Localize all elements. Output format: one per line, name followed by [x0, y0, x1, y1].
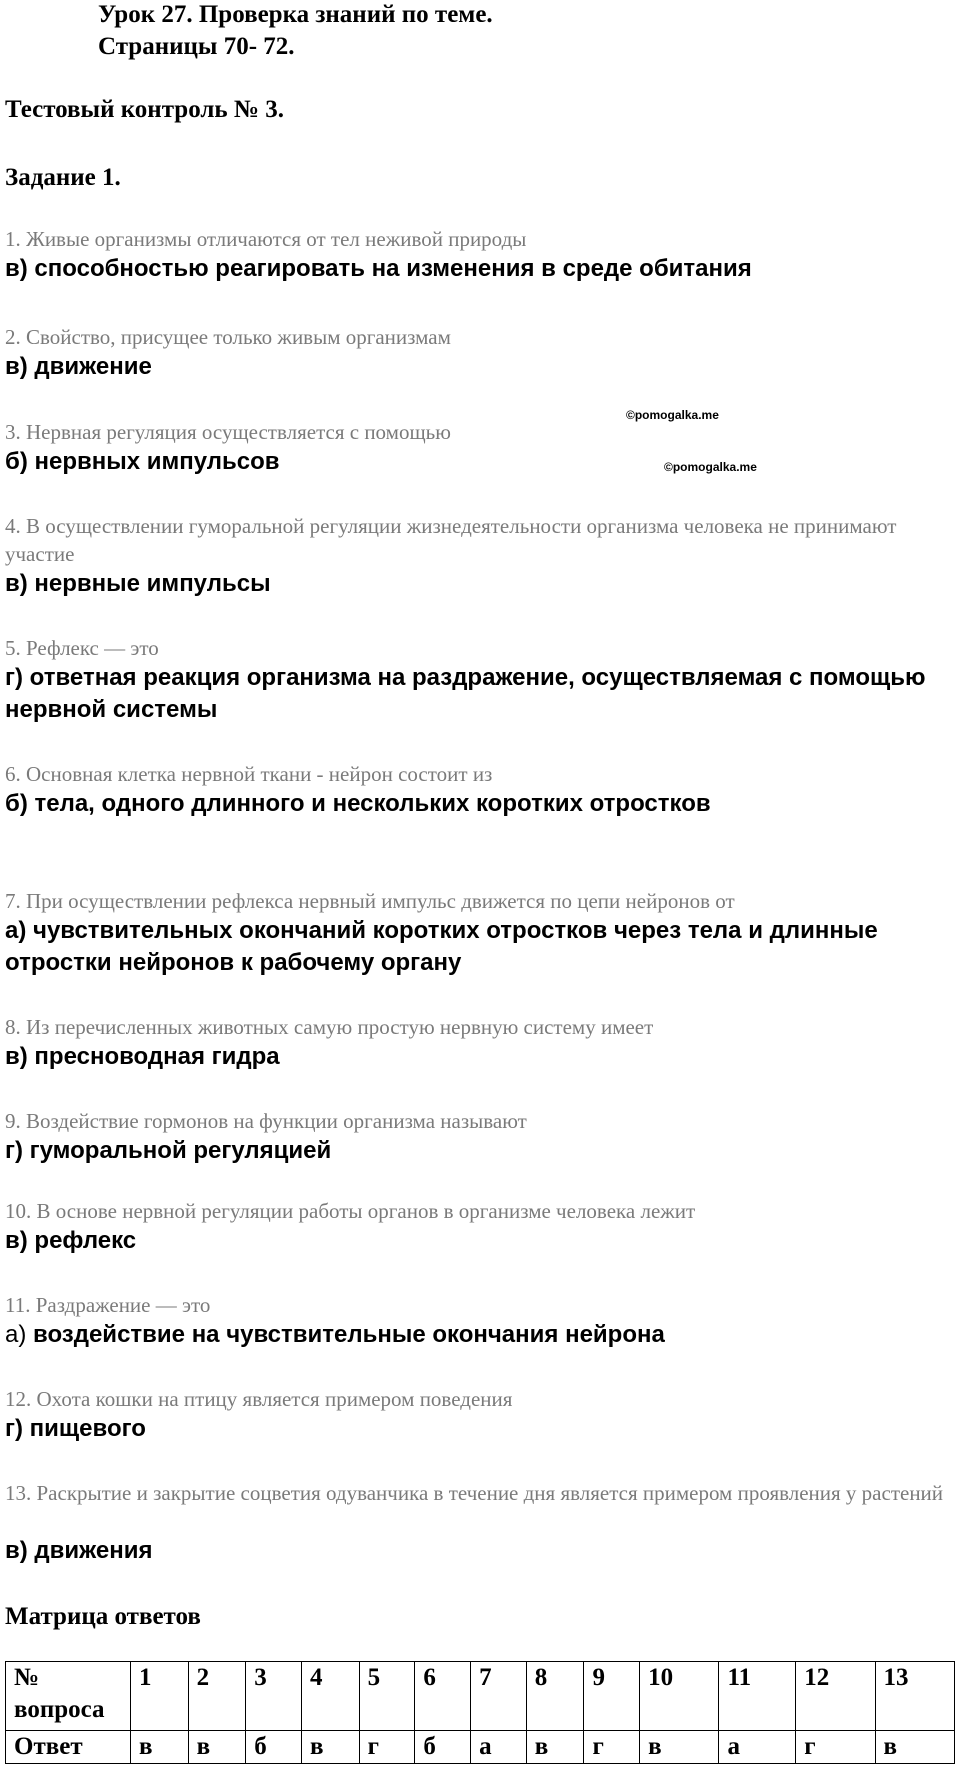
- answer-5: г) ответная реакция организма на раздражение, осуществляемая с помощью нервной системы: [5, 664, 926, 723]
- answer-2: в) движение: [5, 353, 152, 380]
- lesson-pages: Страницы 70- 72.: [98, 33, 295, 60]
- answer-6: б) тела, одного длинного и нескольких коротких отростков: [5, 790, 711, 817]
- question-11: 11. Раздражение — это: [5, 1293, 211, 1317]
- matrix-answer-cell: г: [796, 1731, 875, 1764]
- matrix-title: Матрица ответов: [5, 1603, 201, 1630]
- answer-matrix: [5, 1661, 955, 1764]
- answer-7: а) чувствительных окончаний коротких отростков через тела и длинные отростки нейронов к рабочему органу: [5, 917, 878, 976]
- question-13: 13. Раскрытие и закрытие соцветия одуванчика в течение дня является примером проявления у растений: [5, 1481, 944, 1505]
- matrix-number-cell: 1: [131, 1662, 189, 1731]
- matrix-number-cell: 10: [640, 1662, 719, 1731]
- matrix-answer-cell: в: [875, 1731, 954, 1764]
- answer-11: [5, 1319, 955, 1351]
- answer-1: в) способностью реагировать на изменения в среде обитания: [5, 255, 752, 282]
- matrix-answer-cell: г: [584, 1731, 640, 1764]
- answer-8: в) пресноводная гидра: [5, 1043, 280, 1070]
- question-5: 5. Рефлекс — это: [5, 636, 159, 660]
- matrix-answer-cell: б: [415, 1731, 471, 1764]
- matrix-row1-label: № вопроса: [6, 1662, 131, 1731]
- matrix-row-numbers: [6, 1662, 955, 1731]
- task-title: Задание 1.: [5, 164, 121, 191]
- matrix-answer-cell: в: [302, 1731, 360, 1764]
- answer-13: в) движения: [5, 1537, 153, 1564]
- answer-10: в) рефлекс: [5, 1227, 137, 1254]
- question-10: 10. В основе нервной регуляции работы органов в организме человека лежит: [5, 1199, 696, 1223]
- matrix-answer-cell: в: [640, 1731, 719, 1764]
- question-4: 4. В осуществлении гуморальной регуляции жизнедеятельности организма человека не принимают участие: [5, 514, 897, 566]
- question-7: 7. При осуществлении рефлекса нервный импульс движется по цепи нейронов от: [5, 889, 735, 913]
- question-1: 1. Живые организмы отличаются от тел неживой природы: [5, 227, 527, 251]
- question-3: 3. Нервная регуляция осуществляется с помощью: [5, 420, 451, 444]
- answer-4: в) нервные импульсы: [5, 570, 271, 597]
- question-2: 2. Свойство, присущее только живым организмам: [5, 325, 451, 349]
- matrix-answer-cell: б: [246, 1731, 302, 1764]
- matrix-answer-cell: а: [719, 1731, 796, 1764]
- matrix-answer-cell: в: [188, 1731, 246, 1764]
- matrix-answer-cell: в: [526, 1731, 584, 1764]
- matrix-answer-cell: в: [131, 1731, 189, 1764]
- question-12: 12. Охота кошки на птицу является примером поведения: [5, 1387, 513, 1411]
- answer-11-prefix: а): [5, 1321, 27, 1348]
- matrix-number-cell: 8: [526, 1662, 584, 1731]
- test-title: Тестовый контроль № 3.: [5, 96, 284, 123]
- watermark: ©pomogalka.me: [626, 408, 719, 422]
- matrix-number-cell: 12: [796, 1662, 875, 1731]
- matrix-number-cell: 11: [719, 1662, 796, 1731]
- matrix-answer-cell: г: [359, 1731, 415, 1764]
- matrix-number-cell: 13: [875, 1662, 954, 1731]
- matrix-number-cell: 2: [188, 1662, 246, 1731]
- matrix-number-cell: 4: [302, 1662, 360, 1731]
- question-8: 8. Из перечисленных животных самую простую нервную систему имеет: [5, 1015, 654, 1039]
- answer-11-text: воздействие на чувствительные окончания нейрона: [33, 1321, 665, 1348]
- answer-12: г) пищевого: [5, 1415, 146, 1442]
- matrix-number-cell: 6: [415, 1662, 471, 1731]
- matrix-number-cell: 3: [246, 1662, 302, 1731]
- question-6: 6. Основная клетка нервной ткани - нейрон состоит из: [5, 762, 493, 786]
- matrix-row-answers: [6, 1731, 955, 1764]
- matrix-number-cell: 9: [584, 1662, 640, 1731]
- lesson-title: Урок 27. Проверка знаний по теме.: [98, 1, 493, 28]
- answer-3: б) нервных импульсов: [5, 448, 280, 475]
- matrix-number-cell: 5: [359, 1662, 415, 1731]
- watermark: ©pomogalka.me: [664, 460, 757, 474]
- question-9: 9. Воздействие гормонов на функции организма называют: [5, 1109, 527, 1133]
- answer-9: г) гуморальной регуляцией: [5, 1137, 332, 1164]
- matrix-row2-label: Ответ: [6, 1731, 131, 1764]
- matrix-number-cell: 7: [471, 1662, 527, 1731]
- matrix-answer-cell: а: [471, 1731, 527, 1764]
